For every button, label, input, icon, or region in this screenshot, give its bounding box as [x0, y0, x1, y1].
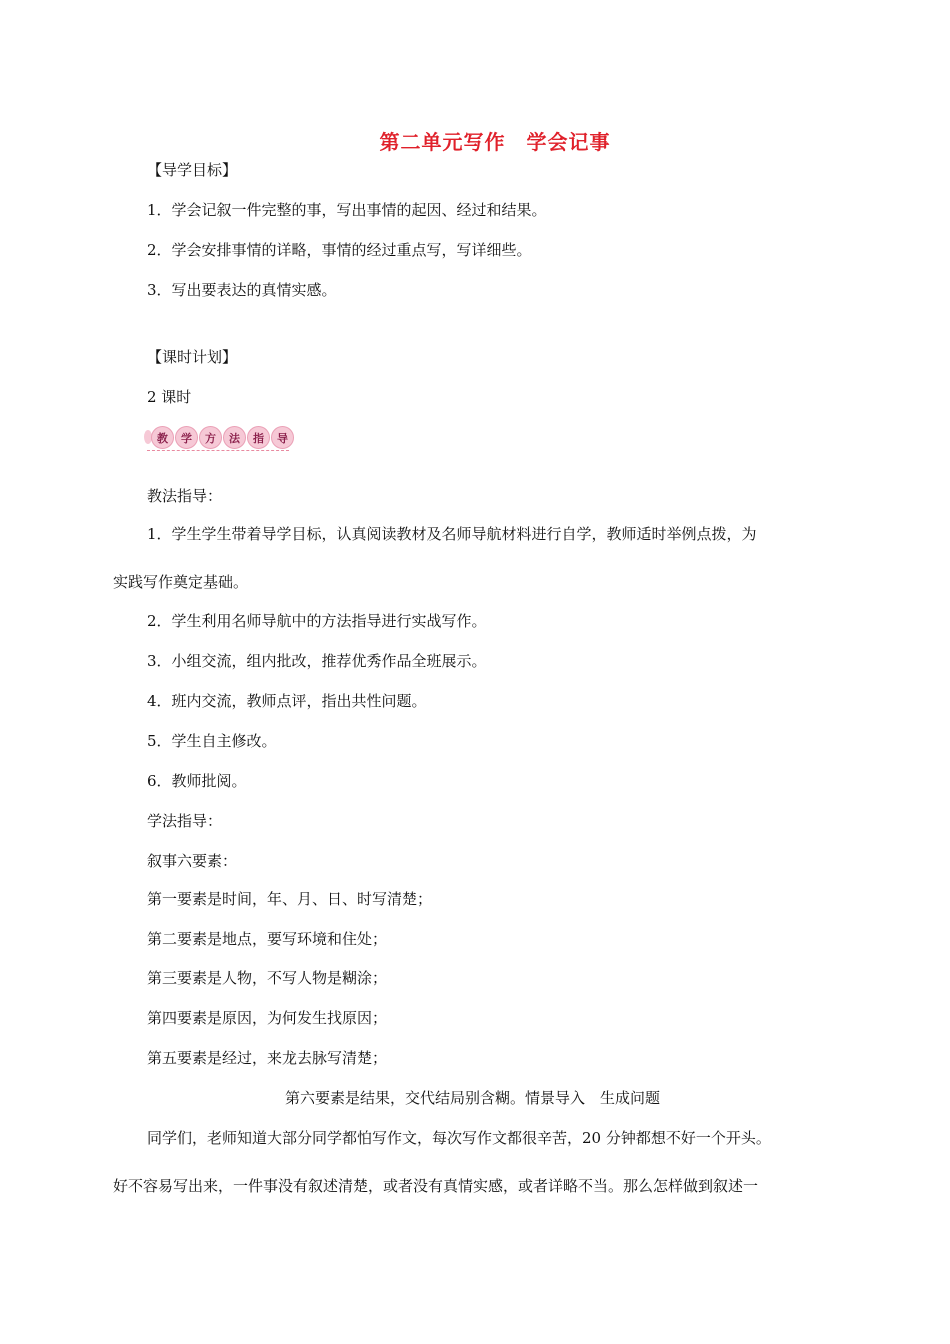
teaching-item: 5．学生自主修改。 [147, 732, 277, 750]
badge-char: 教 [151, 426, 174, 449]
teaching-item-continued: 实践写作奠定基础。 [113, 573, 249, 591]
plan-text: 2 课时 [147, 388, 192, 406]
study-guide-subheading: 叙事六要素： [147, 852, 238, 870]
badge-char: 法 [223, 426, 246, 449]
narrative-element: 第二要素是地点，要写环境和住处； [147, 930, 388, 948]
intro-paragraph-continued: 好不容易写出来，一件事没有叙述清楚，或者没有真情实感，或者详略不当。那么怎样做到叙述一 [113, 1177, 759, 1195]
narrative-element: 第三要素是人物，不写人物是糊涂； [147, 969, 388, 987]
teaching-item: 3．小组交流，组内批改，推荐优秀作品全班展示。 [147, 652, 487, 670]
teaching-method-badge [147, 424, 289, 451]
narrative-element-sixth: 第六要素是结果，交代结局别含糊。情景导入 生成问题 [285, 1089, 661, 1107]
goal-item: 1．学会记叙一件完整的事，写出事情的起因、经过和结果。 [147, 201, 547, 219]
intro-paragraph: 同学们，老师知道大部分同学都怕写作文，每次写作文都很辛苦，20 分钟都想不好一个开头。 [147, 1129, 771, 1147]
badge-char: 方 [199, 426, 222, 449]
narrative-element: 第五要素是经过，来龙去脉写清楚； [147, 1049, 388, 1067]
narrative-element: 第四要素是原因，为何发生找原因； [147, 1009, 388, 1027]
study-guide-heading: 学法指导： [147, 812, 223, 830]
badge-char: 学 [175, 426, 198, 449]
narrative-element: 第一要素是时间，年、月、日、时写清楚； [147, 890, 433, 908]
page-title: 第二单元写作 学会记事 [379, 130, 611, 154]
badge-chars [151, 426, 294, 449]
teaching-item: 2．学生利用名师导航中的方法指导进行实战写作。 [147, 612, 487, 630]
goals-heading: 【导学目标】 [147, 161, 238, 179]
teaching-item: 4．班内交流，教师点评，指出共性问题。 [147, 692, 427, 710]
badge-char: 指 [247, 426, 270, 449]
goal-item: 2．学会安排事情的详略，事情的经过重点写，写详细些。 [147, 241, 532, 259]
goal-item: 3．写出要表达的真情实感。 [147, 281, 337, 299]
teaching-item: 1．学生学生带着导学目标，认真阅读教材及名师导航材料进行自学，教师适时举例点拨，为 [147, 525, 757, 543]
badge-char: 导 [271, 426, 294, 449]
plan-heading: 【课时计划】 [147, 348, 238, 366]
teaching-guide-heading: 教法指导： [147, 487, 223, 505]
teaching-item: 6．教师批阅。 [147, 772, 247, 790]
